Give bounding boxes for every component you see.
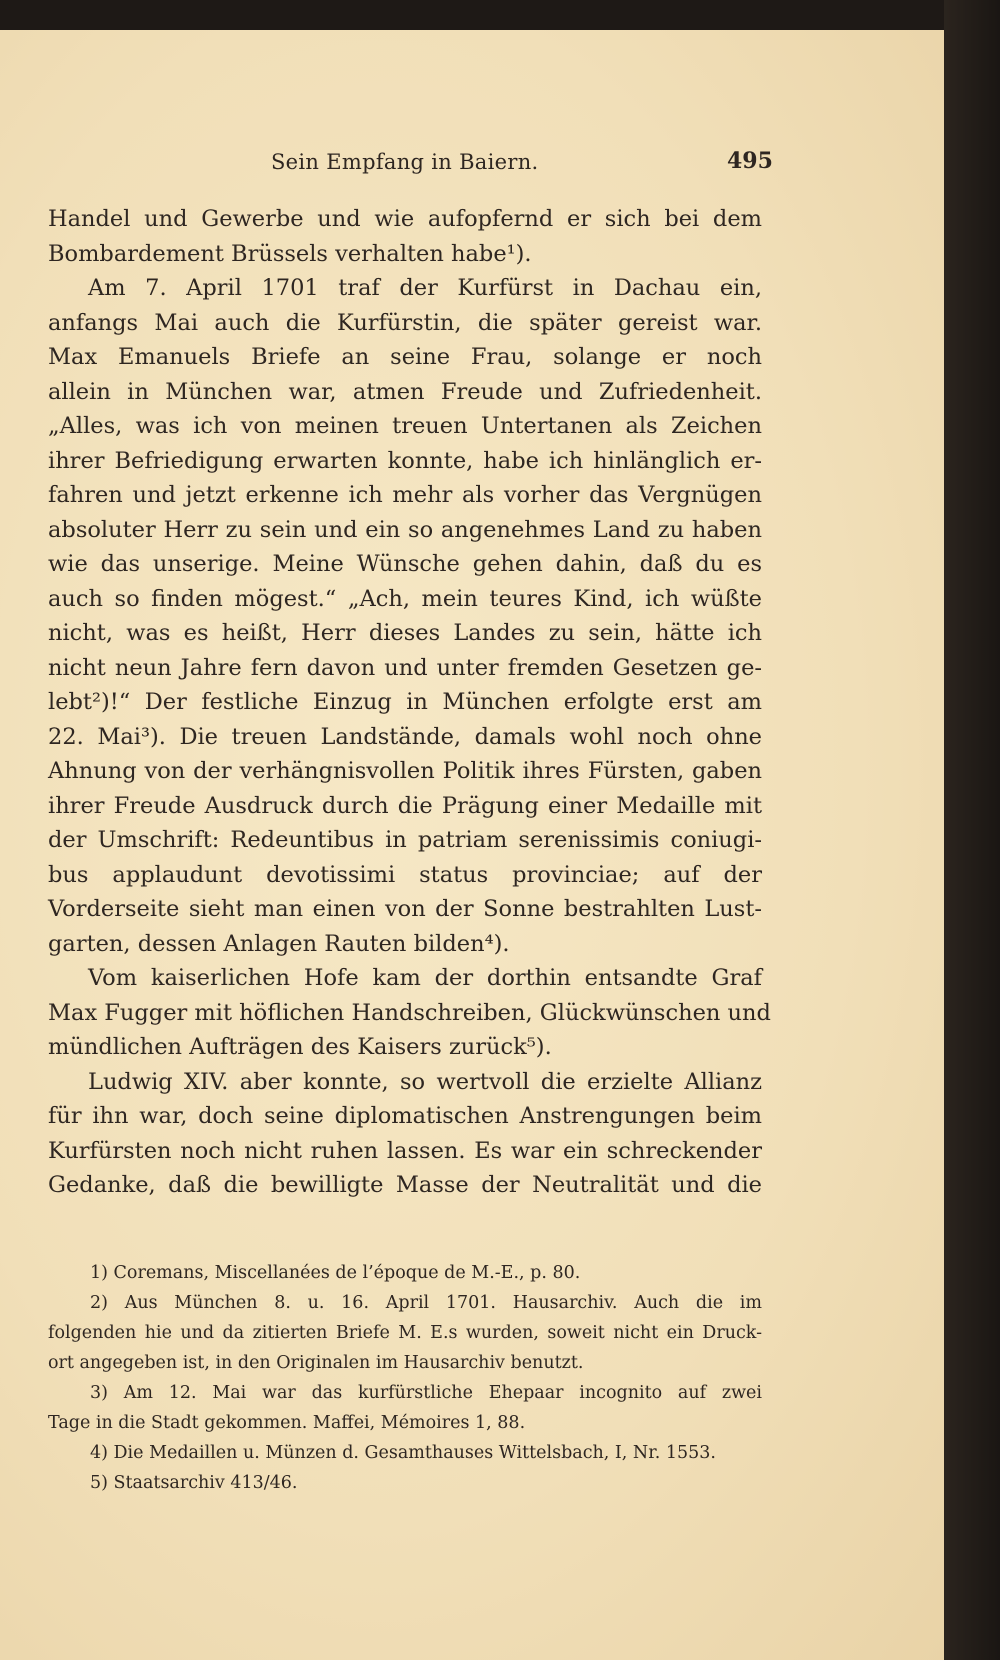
text-line: nicht, was es heißt, Herr dieses Landes zu sein, hätte ich	[48, 620, 762, 646]
text-line: anfangs Mai auch die Kurfürstin, die später gereist war.	[48, 309, 762, 336]
text-line: Bombardement Brüssels verhalten habe¹).	[48, 240, 532, 267]
text-line: Kurfürsten noch nicht ruhen lassen. Es war ein schreckender	[48, 1137, 762, 1164]
footnote-2-continued: folgenden hie und da zitierten Briefe M. E.s wurden, soweit nicht ein Druck-	[48, 1323, 762, 1343]
text-line: fahren und jetzt erkenne ich mehr als vorher das Vergnügen	[48, 482, 762, 508]
page-header	[0, 150, 944, 184]
text-line: Max Emanuels Briefe an seine Frau, solange er noch	[48, 344, 762, 370]
text-line: der Umschrift: Redeuntibus in patriam serenissimis coniugi-	[48, 827, 762, 853]
body-text	[48, 202, 771, 1203]
footnote-3-continued: Tage in die Stadt gekommen. Maffei, Mémoires 1, 88.	[48, 1413, 526, 1433]
text-line: wie das unserige. Meine Wünsche gehen dahin, daß du es	[48, 551, 762, 577]
footnote-1: 1) Coremans, Miscellanées de l’époque de M.-E., p. 80.	[90, 1263, 581, 1283]
text-line: ihrer Freude Ausdruck durch die Prägung einer Medaille mit	[48, 792, 762, 819]
book-page	[0, 30, 944, 1660]
text-line: bus applaudunt devotissimi status provinciae; auf der	[48, 861, 762, 888]
scan-background-right	[944, 0, 1000, 1660]
text-line: garten, dessen Anlagen Rauten bilden⁴).	[48, 930, 510, 957]
scan-background-top	[0, 0, 1000, 30]
text-line: mündlichen Aufträgen des Kaisers zurück⁵).	[48, 1034, 552, 1060]
text-line: nicht neun Jahre fern davon und unter fremden Gesetzen ge-	[48, 654, 762, 681]
text-line: Gedanke, daß die bewilligte Masse der Neutralität und die	[48, 1172, 762, 1198]
text-line: lebt²)!“ Der festliche Einzug in München erfolgte erst am	[48, 689, 762, 715]
footnote-4: 4) Die Medaillen u. Münzen d. Gesamthauses Wittelsbach, I, Nr. 1553.	[90, 1443, 716, 1463]
footnote-2-continued: ort angegeben ist, in den Originalen im Hausarchiv benutzt.	[48, 1353, 584, 1373]
text-line: für ihn war, doch seine diplomatischen Anstrengungen beim	[48, 1103, 762, 1129]
text-line: Vom kaiserlichen Hofe kam der dorthin entsandte Graf	[88, 965, 762, 991]
text-line: 22. Mai³). Die treuen Landstände, damals wohl noch ohne	[48, 723, 762, 750]
footnote-3: 3) Am 12. Mai war das kurfürstliche Ehepaar incognito auf zwei	[90, 1383, 762, 1403]
text-line: allein in München war, atmen Freude und Zufriedenheit.	[48, 378, 762, 405]
footnotes	[48, 1258, 762, 1498]
text-line: Handel und Gewerbe und wie aufopfernd er sich bei dem	[48, 206, 762, 232]
text-line: ihrer Befriedigung erwarten konnte, habe ich hinlänglich er-	[48, 447, 762, 474]
text-line: „Alles, was ich von meinen treuen Untertanen als Zeichen	[48, 413, 762, 439]
running-title: Sein Empfang in Baiern.	[271, 150, 539, 174]
text-line: Ludwig XIV. aber konnte, so wertvoll die erzielte Allianz	[88, 1068, 762, 1095]
footnote-5: 5) Staatsarchiv 413/46.	[90, 1473, 298, 1493]
text-line: Max Fugger mit höflichen Handschreiben, Glückwünschen und	[48, 999, 771, 1026]
page-number: 495	[727, 148, 773, 174]
footnote-2: 2) Aus München 8. u. 16. April 1701. Hausarchiv. Auch die im	[90, 1293, 762, 1313]
text-line: Ahnung von der verhängnisvollen Politik ihres Fürsten, gaben	[48, 758, 762, 784]
text-line: absoluter Herr zu sein und ein so angenehmes Land zu haben	[48, 516, 762, 543]
text-line: Vorderseite sieht man einen von der Sonne bestrahlten Lust-	[48, 896, 762, 922]
text-line: Am 7. April 1701 traf der Kurfürst in Dachau ein,	[88, 275, 762, 301]
text-line: auch so finden mögest.“ „Ach, mein teures Kind, ich wüßte	[48, 585, 762, 612]
